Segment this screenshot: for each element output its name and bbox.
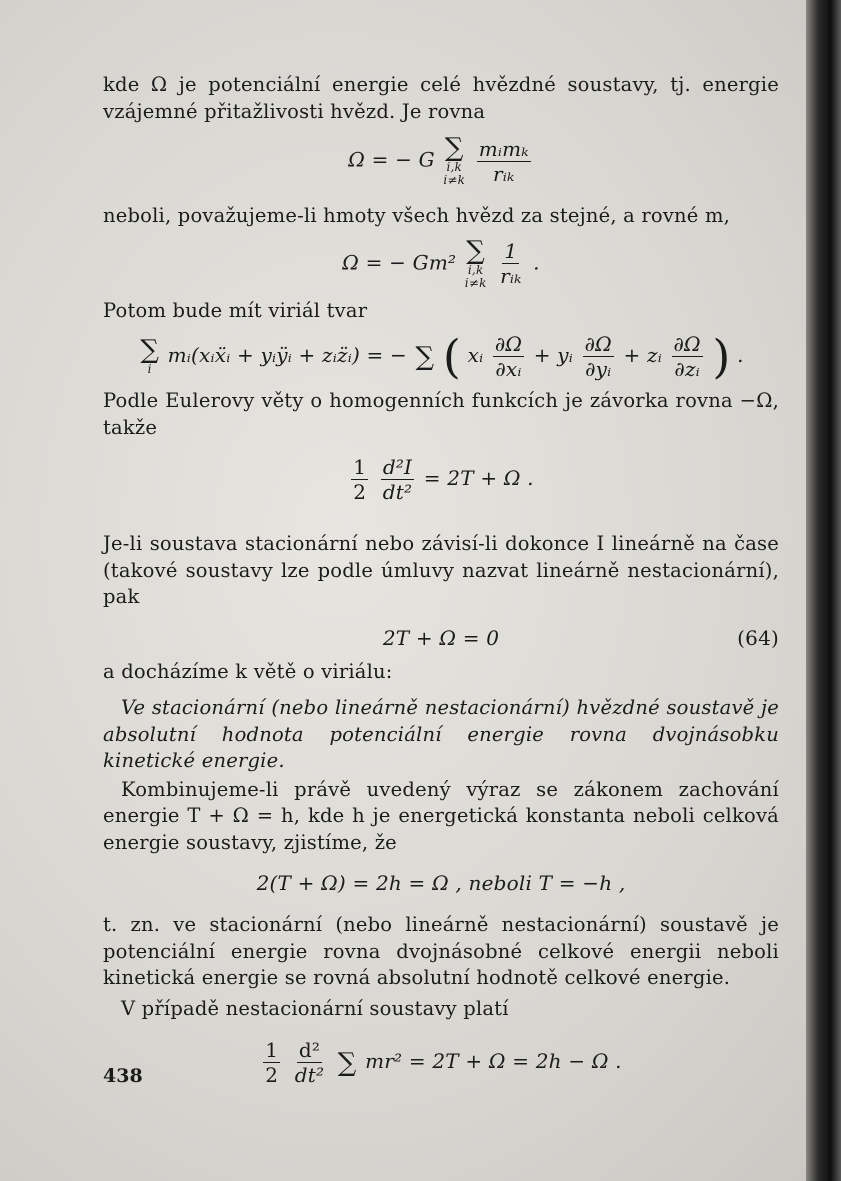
right-paren: ) [712, 329, 731, 384]
denominator: 2 [353, 480, 367, 504]
equation-potential-energy [103, 135, 779, 193]
eq7-half [263, 1038, 280, 1087]
sum-limit: i,k [467, 262, 484, 277]
numerator: 1 [265, 1038, 279, 1062]
equation-equal-masses [103, 235, 779, 296]
paragraph-7: Kombinujeme-li právě uvedený výraz se zákonem zachování energie T + Ω = h, kde h je energetická konstanta neboli celková energie soustavy, zjistíme, že [103, 777, 779, 854]
eq3-lhs: mᵢ(xᵢẍᵢ + yᵢÿᵢ + zᵢz̈ᵢ) = − [167, 343, 407, 367]
eq7-sum [337, 1047, 357, 1078]
sum-symbol: ∑ [337, 1047, 357, 1078]
eq1-fraction [477, 137, 531, 186]
sum-symbol: ∑ [444, 133, 464, 163]
sum-limit: i,k [446, 160, 462, 174]
numerator: ∂Ω [584, 332, 612, 356]
eq3-end: . [737, 343, 744, 367]
numerator: ∂Ω [494, 332, 523, 356]
eq7-sum-term: mr² [365, 1049, 403, 1073]
eq3-sum-left [140, 337, 159, 376]
sum-symbol: ∑ [140, 335, 160, 365]
eq4-derivative [381, 455, 414, 504]
denominator: rᵢₖ [492, 161, 515, 186]
equation-energy [103, 870, 779, 898]
eq4-half [351, 455, 368, 504]
paragraph-3: Potom bude mít viriál tvar [103, 298, 368, 322]
eq3-fraction-z [672, 332, 703, 381]
paragraph-8: t. zn. ve stacionární (nebo lineárně nestacionární) soustavě je potenciální energie rovna dvojnásobné celkové energii neboli kinetická energie se rovná absolutní hodnotě celkové energie. [103, 913, 779, 989]
numerator: ∂Ω [673, 332, 701, 356]
sum-symbol: ∑ [415, 341, 435, 372]
equation-number: (64) [737, 625, 779, 650]
eq1-lhs: Ω = − G [348, 147, 435, 172]
paragraph-5: Je-li soustava stacionární nebo závisí-li dokonce I lineárně na čase (takové soustavy lze podle úmluvy nazvat lineárně nestacionární), pak [103, 532, 779, 608]
denominator: rᵢₖ [500, 264, 522, 288]
left-paren: ( [442, 329, 462, 384]
numerator: d² [298, 1038, 321, 1062]
denominator: ∂xᵢ [495, 357, 522, 381]
equation-moment-inertia [103, 455, 779, 517]
virial-theorem-statement: Ve stacionární (nebo lineárně nestacionární) hvězdné soustavě je absolutní hodnota potenciální energie rovna dvojnásobku kinetické energie. [103, 696, 779, 772]
sum-symbol: ∑ [466, 235, 486, 266]
numerator: d²I [382, 455, 413, 479]
denominator: dt² [294, 1063, 325, 1087]
equation-64 [103, 625, 779, 653]
book-spine-shadow [806, 0, 841, 1181]
paragraph-2: neboli, považujeme-li hmoty všech hvězd za stejné, a rovné m, [103, 204, 731, 227]
paragraph-6: a docházíme k větě o viriálu: [103, 659, 393, 683]
eq1-sum [443, 135, 465, 187]
eq7-derivative [293, 1038, 326, 1087]
eq2-sum [464, 235, 487, 290]
page-number: 438 [103, 1065, 143, 1087]
denominator: ∂zᵢ [674, 357, 700, 381]
sum-limit: i≠k [464, 275, 487, 290]
equation-nonstationary [103, 1038, 779, 1096]
paragraph-4: Podle Eulerovy věty o homogenních funkcích je závorka rovna −Ω, takže [103, 389, 779, 439]
eq3-term-y: + yᵢ [533, 343, 573, 367]
eq3-sum-right [415, 341, 435, 372]
equation-virial [103, 329, 779, 386]
eq2-lhs: Ω = − Gm² [342, 250, 457, 274]
numerator: 1 [353, 455, 367, 479]
denominator: 2 [265, 1063, 279, 1087]
eq3-term-x: xᵢ [467, 343, 484, 367]
eq2-end: . [533, 250, 540, 274]
sum-limit: i≠k [443, 173, 466, 187]
eq3-fraction-y [583, 332, 614, 381]
denominator: dt² [382, 480, 413, 504]
eq5-text: 2T + Ω = 0 [382, 625, 500, 650]
eq4-rhs: = 2T + Ω . [423, 466, 534, 490]
paragraph-1: kde Ω je potenciální energie celé hvězdné soustavy, tj. energie vzájemné přitažlivosti hvězd. Je rovna [103, 73, 779, 123]
eq3-fraction-x [493, 332, 524, 381]
numerator: 1 [504, 239, 518, 263]
page-content [103, 72, 779, 1096]
eq6-text: 2(T + Ω) = 2h = Ω , neboli T = −h , [256, 871, 626, 895]
paragraph-9: V případě nestacionární soustavy platí [121, 996, 509, 1020]
denominator: ∂yᵢ [585, 357, 612, 381]
eq2-fraction [498, 239, 523, 288]
sum-limit: i [147, 362, 152, 376]
eq7-rhs: = 2T + Ω = 2h − Ω . [408, 1049, 622, 1073]
eq3-term-z: + zᵢ [623, 343, 662, 367]
numerator: mᵢmₖ [478, 136, 529, 161]
